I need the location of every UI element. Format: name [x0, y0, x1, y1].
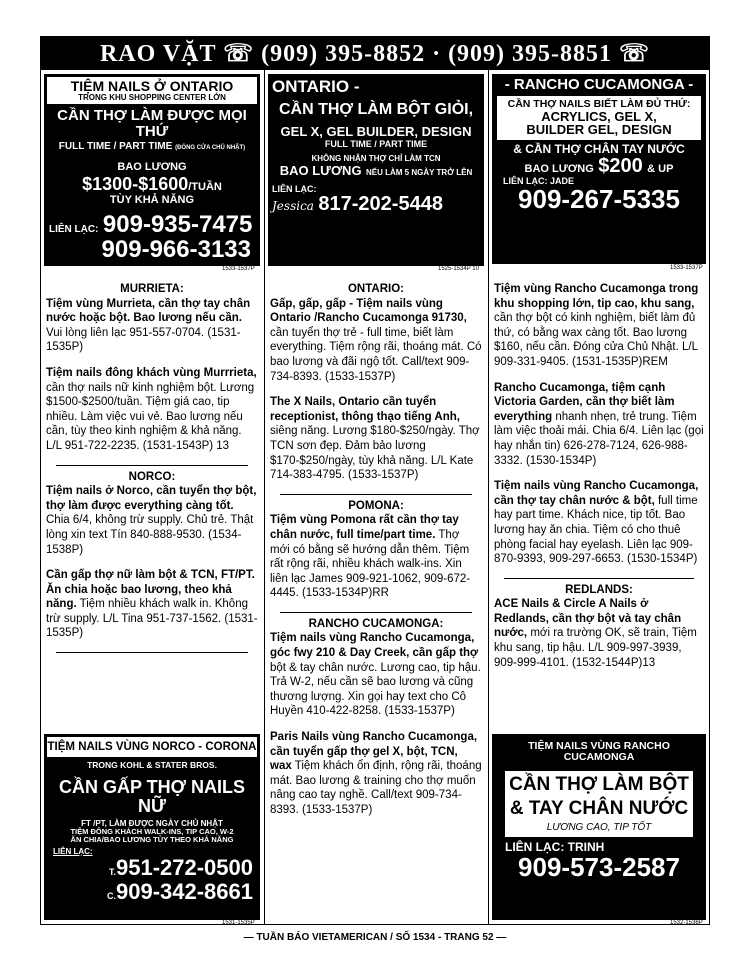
col2-heading-rancho: RANCHO CUCAMONGA: [308, 617, 444, 630]
ad5-contact-label: LIÊN LẠC: TRINH [505, 840, 605, 855]
ad2-line2: CẦN THỢ LÀM BỘT GIỎI, [278, 100, 474, 118]
ad1-salary-unit: /TUẦN [188, 180, 222, 193]
header-title: RAO VẶT ☏ (909) 395-8852 · (909) 395-8851 ☏ [99, 40, 651, 67]
ad5-code: 1532-1536P [670, 920, 703, 926]
ad1-salary: $1300-$1600 [82, 173, 189, 194]
ad3-code: 1533-1537P [670, 265, 703, 271]
column-3-listings [494, 282, 704, 681]
ad-ontario-nails [44, 74, 260, 266]
ad1-line1: TIỆM NAILS Ở ONTARIO [70, 78, 234, 94]
ad-rancho-trinh [492, 734, 706, 920]
ad4-phone-2: 909-342-8661 [115, 879, 253, 905]
ad3-phone-1: 909-267-5335 [518, 184, 680, 215]
ad1-contact-label: LIÊN LẠC: [49, 224, 99, 236]
listing-item: Tiệm nails vùng Rancho Cucamonga, góc fwy 210 & Day Creek, cần gấp thợ bột & tay chân nước. Lương cao, tip hậu. Trả W-2, nếu cần sẽ bao lương và cũng thương lượng. Xin gọi hay text cho Cô Huyền 410-422-8258. (1533-1537P) [270, 632, 481, 718]
ad-ontario-powder [268, 74, 484, 266]
listing-item: Tiệm vùng Rancho Cucamonga trong khu shopping lớn, tip cao, khu sang, cần thợ bột có kinh nghiệm, biết làm đủ thứ, có bằng wax càng tốt. Bao lương $160, nếu cần. Đóng cửa Chủ Nhật. L/L 909-331-9405. (1531-1535P)REM [494, 283, 699, 368]
page-header [40, 36, 710, 70]
listing-item: Tiệm vùng Pomona rất cần thợ tay chân nước, full time/part time. Thợ mới có bằng sẽ hướng dẫn thêm. Tiệm rất rộng rãi, nhiều khách walk-ins. Xin liên lạc James 909-921-1062, 909-672-4445. (1533-1534P)RR [270, 514, 471, 600]
ad1-line6: TÙY KHẢ NĂNG [109, 193, 195, 206]
ad1-line3: CẦN THỢ LÀM ĐƯỢC MỌI THỨ [57, 107, 247, 140]
ad1-code: 1533-1537P [222, 266, 255, 272]
ad2-phone-1: 817-202-5448 [318, 193, 443, 216]
section-divider [56, 652, 248, 653]
col1-heading-norco: NORCO: [128, 470, 176, 483]
ad5-line2: CẦN THỢ LÀM BỘT [509, 774, 689, 796]
listing-item: Tiệm vùng Murrieta, cần thợ tay chân nước hoặc bột. Bao lương nếu cần. Vui lòng liên lạc 951-557-0704. (1531-1535P) [46, 297, 251, 354]
ad5-line3: & TAY CHÂN NƯỚC [509, 797, 689, 819]
ad2-line3: GEL X, GEL BUILDER, DESIGN [280, 123, 472, 139]
listing-item: The X Nails, Ontario cần tuyển receptionist, thông thạo tiếng Anh, siêng năng. Lương $180-$250/ngày. Thợ TCN sơn đẹp. Đảm bảo lương $170-$250/ngày, tùy khả năng. L/L Kate 714-383-4795. (1533-1537P) [270, 396, 480, 482]
listing-item: Cần gấp thợ nữ làm bột & TCN, FT/PT. Ăn chia hoặc bao lương, theo khả năng. Tiệm nhiều khách walk in. Không trừ supply. L/L Tina 951-737-1562. (1531-1535P) [46, 569, 258, 640]
listing-item: Tiệm nails ở Norco, cần tuyển thợ bột, thợ làm được everything càng tốt. Chia 6/4, không trừ supply. Chủ trẻ. Thật lòng xin text Tín 840-888-9530. (1534-1538P) [46, 485, 257, 556]
ad4-t-prefix: T. [108, 867, 116, 878]
ad3-line1: - RANCHO CUCAMONGA - [504, 76, 694, 93]
ad2-line5: KHÔNG NHẬN THỢ CHỈ LÀM TCN [311, 153, 441, 163]
ad3-salary-label: BAO LƯƠNG [524, 162, 594, 175]
ad2-contact-label: LIÊN LẠC: [272, 183, 317, 194]
col3-heading-redlands: REDLANDS: [565, 583, 633, 596]
page-footer: — TUẦN BÁO VIETAMERICAN / SỐ 1534 - TRANG 52 — [243, 932, 507, 943]
ad3-salary-unit: & UP [647, 162, 674, 175]
ad1-line4b: (ĐÓNG CỬA CHỦ NHẬT) [175, 144, 246, 151]
ad1-salary-label: BAO LƯƠNG [117, 161, 187, 174]
ad1-phone-1: 909-935-7475 [102, 211, 253, 239]
ad4-c-prefix: C. [106, 891, 116, 902]
ad4-phone-1: 951-272-0500 [115, 855, 253, 881]
ad2-code: 1525-1534P 10 [438, 266, 479, 272]
ad4-contact-label: LIÊN LẠC: [53, 846, 93, 856]
ad2-line1: ONTARIO - [272, 77, 360, 96]
ad2-salary-label: BAO LƯƠNG [279, 163, 362, 179]
ad4-line2: TRONG KOHL & STATER BROS. [87, 760, 217, 771]
col1-heading-murrieta: MURRIETA: [120, 283, 184, 295]
ad4-line3: CẦN GẤP THỢ NAILS NỮ [58, 776, 246, 816]
ad2-line4: FULL TIME / PART TIME [324, 139, 428, 150]
listing-item: ACE Nails & Circle A Nails ở Redlands, cần thợ bột và tay chân nước, mới ra trường OK, sẽ train, Tiệm khu sang, tip hậu. L/L 909-997-3939, 909-999-4101. (1532-1544P)13 [494, 598, 697, 669]
ad5-line4: LƯƠNG CAO, TIP TỐT [546, 821, 652, 833]
ad3-salary: $200 [598, 154, 643, 177]
ad3-contact-label: LIÊN LẠC: JADE [503, 175, 575, 186]
col2-heading-pomona: POMONA: [348, 499, 404, 512]
ad4-line6: ĂN CHIA/BAO LƯƠNG TÙY THEO KHẢ NĂNG [70, 835, 234, 845]
ad5-phone-1: 909-573-2587 [518, 852, 680, 882]
listing-item: Tiệm nails đông khách vùng Murrrieta, cần thợ nails nữ kinh nghiệm bột. Lương $1500-$2500/tuần. Tiệm giá cao, tip nhiều. Làm việc vui vẻ. Bao lương nếu cần, tùy theo kinh nghiệm & khả năng. L/L 951-722-2235. (1531-1543P) 13 [46, 366, 257, 452]
section-divider [280, 612, 472, 613]
ad2-name: Jessica [272, 199, 314, 214]
ad-rancho-nails [492, 74, 706, 264]
listing-item: Paris Nails vùng Rancho Cucamonga, cần tuyển gấp thợ gel X, bột, TCN, wax Tiệm khách ổn định, rộng rãi, thoáng mát. Bao lương & training cho thợ muốn nâng cao tay nghề. Call/text 909-734-8393. (1533-1537P) [270, 731, 482, 816]
ad4-line5: TIỆM ĐÔNG KHÁCH WALK-INS, TIP CAO, W-2 [70, 827, 234, 837]
section-divider [504, 578, 694, 579]
ad1-line2: TRONG KHU SHOPPING CENTER LỚN [78, 92, 226, 102]
ad2-salary-note: NẾU LÀM 5 NGÀY TRỞ LÊN [366, 168, 473, 178]
ad5-line1: TIỆM NAILS VÙNG RANCHO CUCAMONGA [528, 740, 670, 764]
ad3-line3: ACRYLICS, GEL X, [541, 108, 657, 124]
ad1-phone-2: 909-966-3133 [101, 236, 251, 264]
section-divider [280, 494, 472, 495]
ad4-code: 1531-1535P [222, 920, 255, 926]
ad3-line2: CẦN THỢ NAILS BIẾT LÀM ĐỦ THỨ: [507, 97, 691, 110]
column-1-listings [46, 282, 258, 657]
col2-heading-ontario: ONTARIO: [347, 283, 404, 295]
ad4-line1: TIỆM NAILS VÙNG NORCO - CORONA [47, 741, 257, 753]
listing-item: Gấp, gấp, gấp - Tiệm nails vùng Ontario /Rancho Cucamonga 91730, cần tuyển thợ trẻ - full time, biết làm everything. Tiệm rộng rãi, thoáng mát. Có bao lương và đãi ngộ tốt. Call/text 909-734-8393. (1533-1537P) [270, 297, 482, 383]
listing-item: Tiệm nails vùng Rancho Cucamonga, cần thợ tay chân nước & bột, full time hay part time. Khách nice, tip tốt. Bao lương hay ăn chia. Tiệm có cho thuê phòng facial hay eyelash. Liên lạc 909-870-9393, 909-297-6653. (1530-1534P) [494, 480, 699, 566]
section-divider [56, 465, 248, 466]
ad3-line4: BUILDER GEL, DESIGN [526, 122, 672, 138]
column-2-listings [270, 282, 482, 829]
ad-norco-corona [44, 734, 260, 920]
ad3-line5: & CẦN THỢ CHÂN TAY NƯỚC [513, 142, 685, 157]
ad4-line4: FT /PT, LÀM ĐƯỢC NGÀY CHỦ NHẬT [81, 818, 223, 828]
listing-item: Rancho Cucamonga, tiệm cạnh Victoria Garden, cần thợ biết làm everything nhanh nhẹn, trẻ trung. Tiệm làm việc thoải mái. Chia 6/4. Liên lạc (gọi hay nhắn tin) 626-278-7124, 626-988-3332. (1530-1534P) [494, 381, 704, 467]
ad1-line4: FULL TIME / PART TIME [58, 140, 173, 152]
